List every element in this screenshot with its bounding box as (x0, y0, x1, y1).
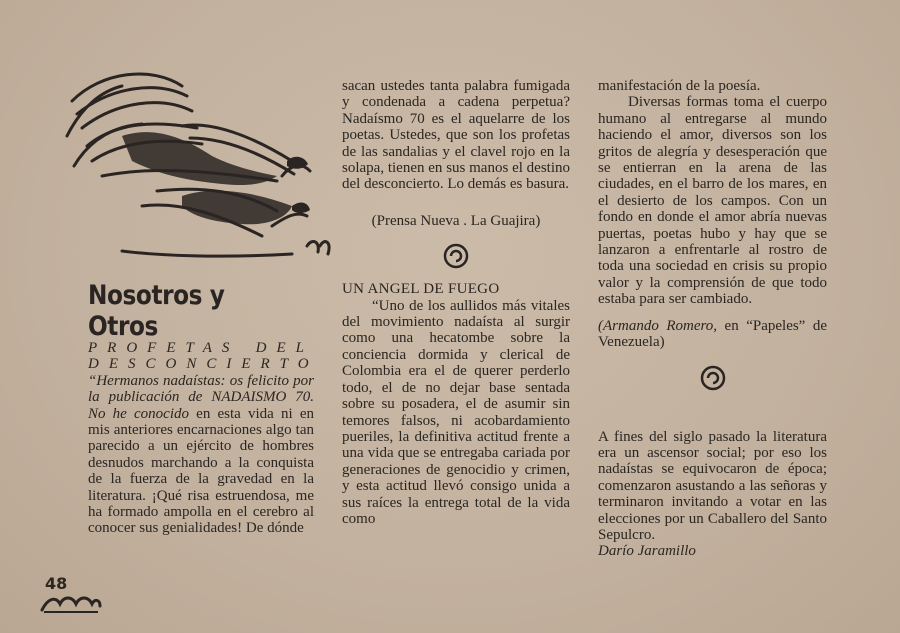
source-prensa-nueva: (Prensa Nueva . La Guajira) (371, 212, 541, 229)
article-title: Nosotros y Otros (88, 280, 225, 342)
column-2 (342, 78, 570, 527)
spiral-icon (700, 365, 726, 391)
column-3 (598, 78, 827, 560)
source-armando-romero: (Armando Romero, en “Papeles” de Venezuela) (598, 317, 828, 351)
letter-paragraph (88, 373, 314, 537)
article-continuation: manifestación de la poesía. (598, 78, 761, 94)
signature: Darío Jaramillo (598, 543, 696, 560)
page-number: 48 (45, 574, 68, 593)
wave-icon (40, 592, 102, 614)
letter-body: en esta vida ni en mis anteriores encarnaciones algo tan parecido a un ejército de hombres desnudos marchando a la conquista de la fuerza de la gravedad en la literatura. ¡Qué risa estruendosa, me ha formado ampolla en el cerebro al conocer sus genialidades! De dónde (88, 405, 314, 537)
article-body: “Uno de los aullidos más vitales del movimiento nadaísta al surgir como una hecatombe sobre la conciencia dormida y clerical de Colombia era el de querer perderlo todo, el de no dejar base sentada sobre su posadera, el de asumir sin temores falsos, ni acobardamiento pueriles, la definitiva actitud frente a una vida que se entregaba cariada por generaciones de genocidio y crimen, y esta actitud llevó consigo unida a sus raíces la entrega total de la vida como (342, 297, 570, 527)
letter-opening: “Hermanos nadaístas: os felicito por la publicación de NADAISMO 70. No he conocido (88, 372, 314, 422)
section-heading: UN ANGEL DE FUEGO (342, 281, 500, 298)
article-paragraph: Diversas formas toma el cuerpo humano al entregarse al mundo haciendo el amor, diversos son los gritos de alegría y desesperación que se entierran en la arena de las ciudades, en el barro de los mares, en el desierto de los campos. Con un fondo en donde el amor abría nuevas puertas, poetas hubo y hay que se lanzaron a enfrentarle al rostro de toda una sociedad en crisis su propio valor y la comprensión de que todo estaba para ser cambiado. (598, 94, 827, 308)
rooster-illustration (62, 66, 332, 271)
column-1 (88, 340, 319, 537)
spiral-icon (443, 243, 469, 269)
section-subtitle: PROFETAS DEL DESCONCIERTO (88, 340, 319, 373)
quote-jaramillo: A fines del siglo pasado la literatura era un ascensor social; por eso los nadaístas se equivocaron de época; comenzaron asustando a las señoras y terminaron invitando a votar en las elecciones por un Caballero del Santo Sepulcro. (598, 428, 827, 543)
letter-continuation: sacan ustedes tanta palabra fumigada y condenada a cadena perpetua? Nadaísmo 70 es el aquelarre de los poetas. Ustedes, que son los profetas de las sandalias y el clavel rojo en la solapa, tienen en sus manos el destino del desconcierto. Lo demás es basura. (342, 78, 570, 193)
